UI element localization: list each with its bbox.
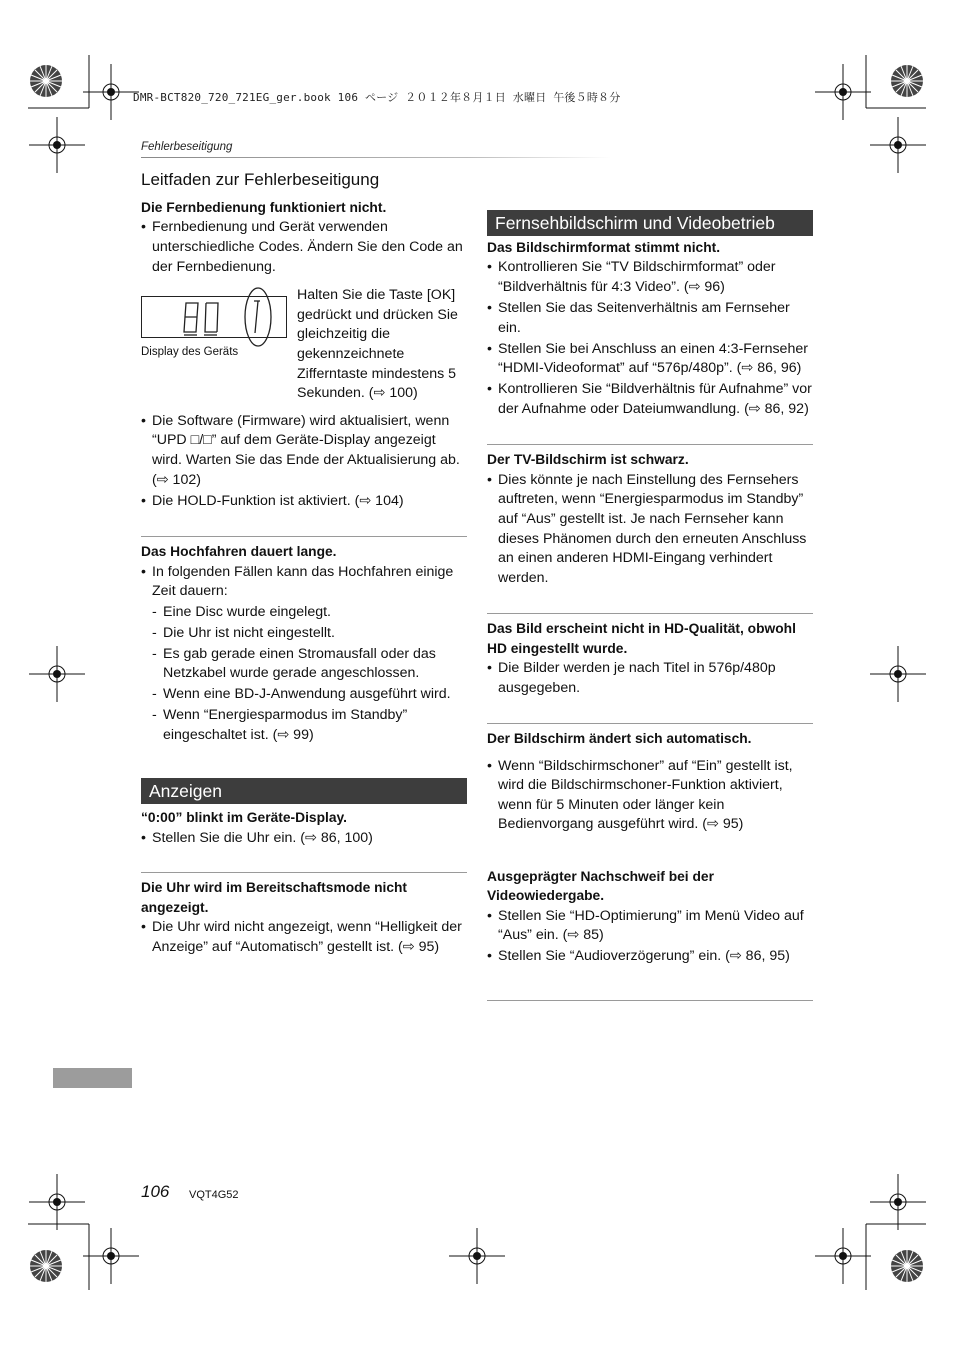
list-item bbox=[141, 563, 467, 746]
sub-list-item: - Eine Disc wurde eingelegt. bbox=[152, 603, 467, 623]
question-screen-changes: Der Bildschirm ändert sich automatisch. bbox=[487, 731, 752, 747]
sub-list-item: - Wenn eine BD-J-Anwendung ausgeführt wird. bbox=[152, 685, 467, 705]
list-item: • Die Bilder werden je nach Titel in 576p/480p ausgegeben. bbox=[487, 659, 813, 698]
divider bbox=[141, 536, 467, 537]
right-column bbox=[487, 210, 813, 1001]
question-clock-blink: “0:00” blinkt im Geräte-Display. bbox=[141, 810, 347, 826]
sub-list-item: - Wenn “Energiesparmodus im Standby” eingeschaltet ist. (⇨ 99) bbox=[152, 706, 467, 745]
chapter-tab bbox=[53, 1068, 132, 1088]
question-clock-standby: Die Uhr wird im Bereitschaftsmode nicht angezeigt. bbox=[141, 880, 408, 915]
question-black-screen: Der TV-Bildschirm ist schwarz. bbox=[487, 452, 689, 468]
list-item: • Stellen Sie “HD-Optimierung” im Menü Video auf “Aus” ein. (⇨ 85) bbox=[487, 907, 813, 946]
print-file-header: DMR-BCT820_720_721EG_ger.book 106 ページ ２０１２年８月１日 水曜日 午後５時８分 bbox=[133, 91, 621, 104]
question-hd-quality: Das Bild erscheint nicht in HD-Qualität, obwohl HD eingestellt wurde. bbox=[487, 621, 796, 656]
list-item: • Die HOLD-Funktion ist aktiviert. (⇨ 104) bbox=[141, 492, 467, 512]
answer-list bbox=[487, 471, 813, 589]
divider bbox=[487, 444, 813, 445]
divider bbox=[487, 723, 813, 724]
list-item-text: In folgenden Fällen kann das Hochfahren einige Zeit dauern: bbox=[152, 563, 454, 600]
answer-list bbox=[141, 563, 467, 746]
list-item: • Stellen Sie die Uhr ein. (⇨ 86, 100) bbox=[141, 829, 467, 849]
list-item: • Kontrollieren Sie “TV Bildschirmformat” oder “Bildverhältnis für 4:3 Video”. (⇨ 96) bbox=[487, 258, 813, 297]
list-item: • Fernbedienung und Gerät verwenden unterschiedliche Codes. Ändern Sie den Code an der Fernbedienung. bbox=[141, 218, 467, 277]
sub-list-item: - Es gab gerade einen Stromausfall oder das Netzkabel wurde gerade angeschlossen. bbox=[152, 645, 467, 684]
left-column bbox=[141, 198, 467, 959]
page-number: 106 bbox=[141, 1182, 170, 1201]
display-illustration bbox=[141, 286, 297, 404]
answer-list bbox=[487, 258, 813, 419]
section-rule bbox=[141, 157, 611, 158]
list-item: • Kontrollieren Sie “Bildverhältnis für Aufnahme” vor der Aufnahme oder Dateiumwandlung. (⇨ 86, 92) bbox=[487, 380, 813, 419]
list-item: • Die Software (Firmware) wird aktualisiert, wenn “UPD □/□” auf dem Geräte-Display angezeigt wird. Warten Sie das Ende der Aktualisierung ab. (⇨ 102) bbox=[141, 412, 467, 490]
section-heading-anzeigen: Anzeigen bbox=[141, 778, 467, 804]
answer-list bbox=[141, 218, 467, 277]
answer-list bbox=[487, 659, 813, 698]
sub-list-item: - Die Uhr ist nicht eingestellt. bbox=[152, 624, 467, 644]
sub-list bbox=[152, 603, 467, 746]
divider bbox=[487, 613, 813, 614]
answer-list bbox=[141, 918, 467, 957]
answer-list bbox=[487, 907, 813, 967]
document-code: VQT4G52 bbox=[189, 1189, 239, 1201]
answer-list bbox=[487, 757, 813, 835]
answer-list bbox=[141, 412, 467, 511]
highlight-ellipse-icon bbox=[243, 286, 273, 348]
guide-title: Leitfaden zur Fehlerbeseitigung bbox=[141, 170, 380, 189]
answer-list bbox=[141, 829, 467, 849]
list-item: • Dies könnte je nach Einstellung des Fernsehers auftreten, wenn “Energiesparmodus im Standby” auf “Aus” gestellt ist. Je nach Fernseher kann dieses Phänomen durch den erneuten Anschluss an einen anderen HDMI-Eingang verhindert werden. bbox=[487, 471, 813, 589]
divider bbox=[141, 872, 467, 873]
display-caption: Display des Geräts bbox=[141, 346, 239, 359]
display-figure bbox=[141, 286, 467, 404]
section-heading-tv: Fernsehbildschirm und Videobetrieb bbox=[487, 210, 813, 236]
question-startup: Das Hochfahren dauert lange. bbox=[141, 544, 337, 560]
display-instruction: Halten Sie die Taste [OK] gedrückt und drücken Sie gleichzeitig die gekennzeichnete Zifferntaste mindestens 5 Sekunden. (⇨ 100) bbox=[297, 287, 458, 402]
question-afterimage: Ausgeprägter Nachschweif bei der Videowiedergabe. bbox=[487, 869, 714, 904]
list-item: • Wenn “Bildschirmschoner” auf “Ein” gestellt ist, wird die Bildschirmschoner-Funktion aktiviert, wenn für 5 Minuten oder länger kein Bedienvorgang ausgeführt wird. (⇨ 95) bbox=[487, 757, 813, 835]
section-label: Fehlerbeseitigung bbox=[141, 141, 233, 153]
list-item: • Die Uhr wird nicht angezeigt, wenn “Helligkeit der Anzeige” auf “Automatisch” gestellt ist. (⇨ 95) bbox=[141, 918, 467, 957]
question-aspect: Das Bildschirmformat stimmt nicht. bbox=[487, 240, 721, 255]
list-item: • Stellen Sie “Audioverzögerung” ein. (⇨ 86, 95) bbox=[487, 947, 813, 967]
device-display bbox=[141, 296, 287, 338]
list-item: • Stellen Sie bei Anschluss an einen 4:3-Fernseher “HDMI-Videoformat” auf “576p/480p”. (⇨ 86, 96) bbox=[487, 340, 813, 379]
divider bbox=[487, 1000, 813, 1001]
list-item: • Stellen Sie das Seitenverhältnis am Fernseher ein. bbox=[487, 299, 813, 338]
question-remote: Die Fernbedienung funktioniert nicht. bbox=[141, 200, 387, 215]
